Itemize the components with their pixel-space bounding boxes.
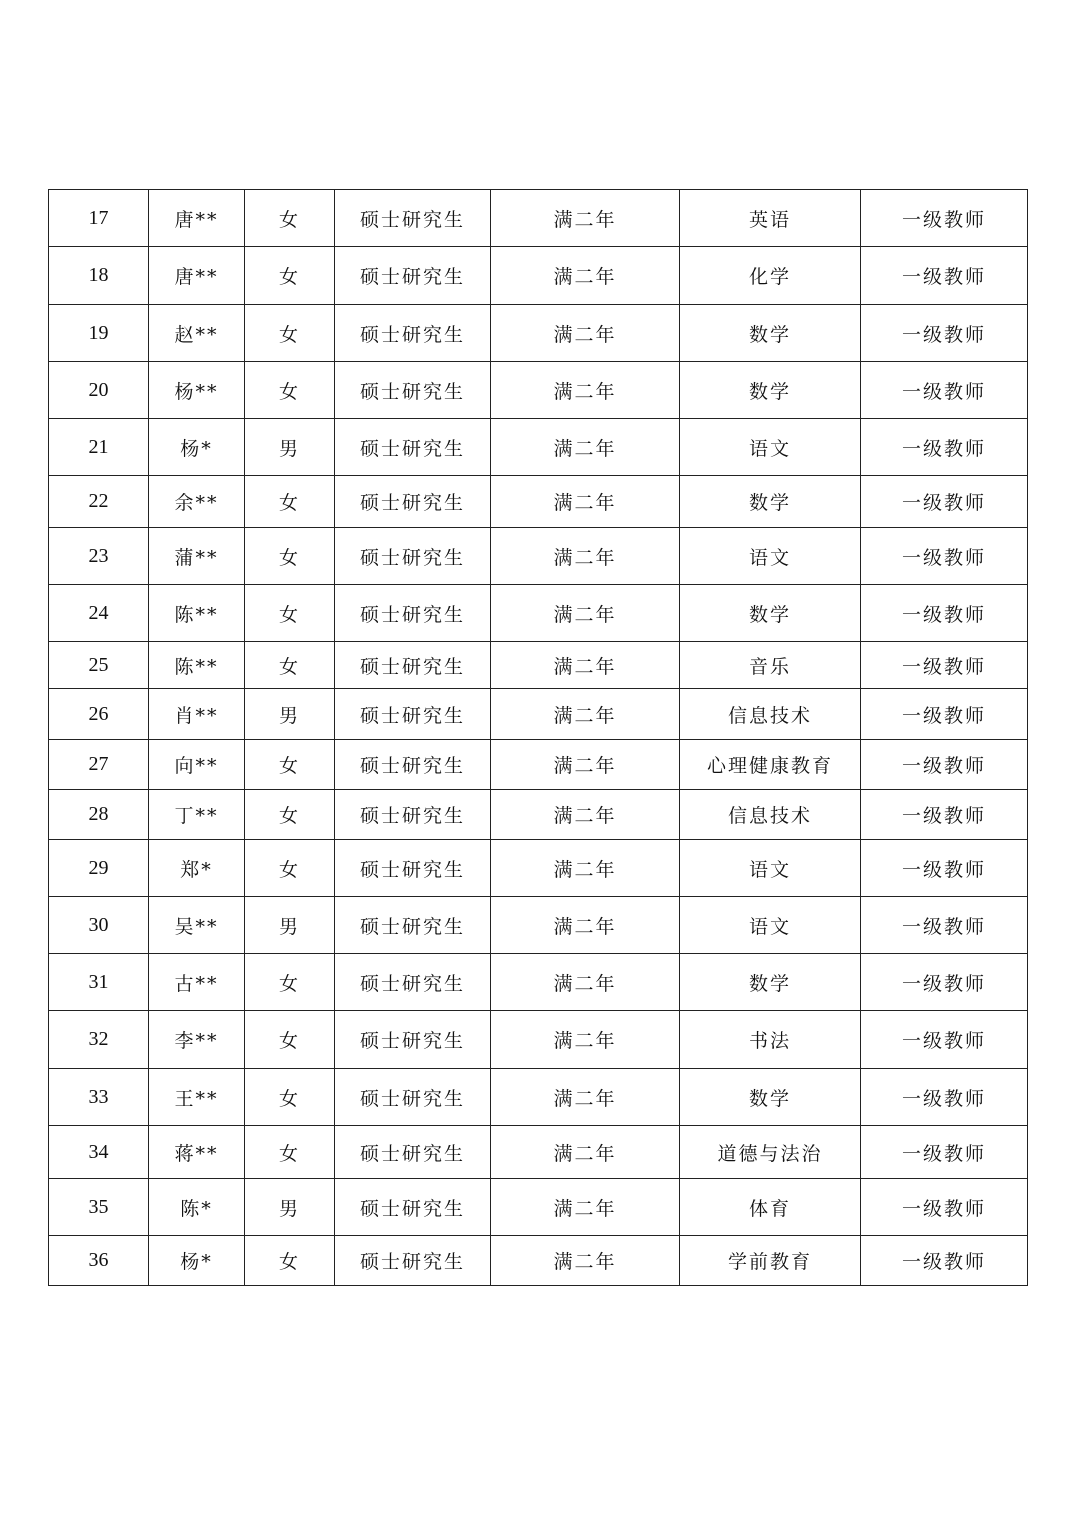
- cell-gender: 女: [245, 642, 335, 689]
- cell-name: 陈*: [149, 1179, 245, 1236]
- cell-title: 一级教师: [861, 305, 1028, 362]
- cell-title: 一级教师: [861, 1126, 1028, 1179]
- cell-gender: 女: [245, 1011, 335, 1069]
- cell-title: 一级教师: [861, 585, 1028, 642]
- cell-gender: 男: [245, 897, 335, 954]
- cell-service: 满二年: [491, 840, 680, 897]
- cell-education: 硕士研究生: [335, 897, 491, 954]
- cell-gender: 男: [245, 419, 335, 476]
- cell-education: 硕士研究生: [335, 1069, 491, 1126]
- cell-gender: 男: [245, 689, 335, 740]
- cell-title: 一级教师: [861, 476, 1028, 528]
- cell-number: 36: [49, 1236, 149, 1286]
- cell-title: 一级教师: [861, 1236, 1028, 1286]
- cell-gender: 女: [245, 247, 335, 305]
- table-row: [49, 740, 1028, 790]
- cell-service: 满二年: [491, 1069, 680, 1126]
- cell-name: 古**: [149, 954, 245, 1011]
- cell-number: 31: [49, 954, 149, 1011]
- cell-gender: 女: [245, 585, 335, 642]
- cell-subject: 信息技术: [680, 790, 861, 840]
- table-row: [49, 790, 1028, 840]
- cell-title: 一级教师: [861, 954, 1028, 1011]
- table-row: [49, 190, 1028, 247]
- cell-subject: 化学: [680, 247, 861, 305]
- cell-name: 李**: [149, 1011, 245, 1069]
- cell-subject: 数学: [680, 954, 861, 1011]
- cell-service: 满二年: [491, 362, 680, 419]
- cell-subject: 数学: [680, 1069, 861, 1126]
- cell-name: 余**: [149, 476, 245, 528]
- cell-name: 向**: [149, 740, 245, 790]
- cell-service: 满二年: [491, 897, 680, 954]
- table-row: [49, 305, 1028, 362]
- cell-gender: 女: [245, 476, 335, 528]
- cell-education: 硕士研究生: [335, 247, 491, 305]
- cell-name: 肖**: [149, 689, 245, 740]
- cell-service: 满二年: [491, 740, 680, 790]
- cell-service: 满二年: [491, 1236, 680, 1286]
- cell-name: 蒋**: [149, 1126, 245, 1179]
- cell-number: 25: [49, 642, 149, 689]
- cell-service: 满二年: [491, 1179, 680, 1236]
- cell-service: 满二年: [491, 305, 680, 362]
- cell-education: 硕士研究生: [335, 528, 491, 585]
- cell-gender: 女: [245, 362, 335, 419]
- cell-education: 硕士研究生: [335, 476, 491, 528]
- cell-education: 硕士研究生: [335, 740, 491, 790]
- table-row: [49, 476, 1028, 528]
- cell-name: 陈**: [149, 642, 245, 689]
- cell-service: 满二年: [491, 528, 680, 585]
- cell-name: 唐**: [149, 190, 245, 247]
- cell-number: 18: [49, 247, 149, 305]
- cell-service: 满二年: [491, 790, 680, 840]
- cell-number: 32: [49, 1011, 149, 1069]
- table-row: [49, 1126, 1028, 1179]
- cell-subject: 学前教育: [680, 1236, 861, 1286]
- cell-title: 一级教师: [861, 419, 1028, 476]
- cell-name: 王**: [149, 1069, 245, 1126]
- cell-subject: 数学: [680, 305, 861, 362]
- cell-education: 硕士研究生: [335, 1179, 491, 1236]
- cell-name: 杨*: [149, 419, 245, 476]
- cell-gender: 女: [245, 790, 335, 840]
- cell-subject: 语文: [680, 897, 861, 954]
- cell-subject: 语文: [680, 419, 861, 476]
- table-row: [49, 419, 1028, 476]
- cell-service: 满二年: [491, 1011, 680, 1069]
- table-body: [49, 190, 1028, 1286]
- cell-subject: 信息技术: [680, 689, 861, 740]
- cell-education: 硕士研究生: [335, 1126, 491, 1179]
- cell-service: 满二年: [491, 1126, 680, 1179]
- cell-number: 17: [49, 190, 149, 247]
- cell-education: 硕士研究生: [335, 642, 491, 689]
- cell-education: 硕士研究生: [335, 305, 491, 362]
- cell-gender: 女: [245, 954, 335, 1011]
- cell-subject: 语文: [680, 528, 861, 585]
- table-row: [49, 247, 1028, 305]
- cell-number: 24: [49, 585, 149, 642]
- cell-title: 一级教师: [861, 1179, 1028, 1236]
- cell-name: 唐**: [149, 247, 245, 305]
- cell-title: 一级教师: [861, 740, 1028, 790]
- cell-education: 硕士研究生: [335, 419, 491, 476]
- cell-title: 一级教师: [861, 790, 1028, 840]
- cell-gender: 女: [245, 305, 335, 362]
- cell-education: 硕士研究生: [335, 585, 491, 642]
- cell-subject: 书法: [680, 1011, 861, 1069]
- cell-number: 27: [49, 740, 149, 790]
- cell-title: 一级教师: [861, 897, 1028, 954]
- cell-subject: 体育: [680, 1179, 861, 1236]
- cell-education: 硕士研究生: [335, 1236, 491, 1286]
- cell-education: 硕士研究生: [335, 954, 491, 1011]
- cell-name: 赵**: [149, 305, 245, 362]
- cell-name: 吴**: [149, 897, 245, 954]
- cell-service: 满二年: [491, 247, 680, 305]
- cell-number: 35: [49, 1179, 149, 1236]
- cell-service: 满二年: [491, 190, 680, 247]
- cell-name: 丁**: [149, 790, 245, 840]
- cell-service: 满二年: [491, 419, 680, 476]
- cell-education: 硕士研究生: [335, 689, 491, 740]
- cell-subject: 心理健康教育: [680, 740, 861, 790]
- cell-gender: 女: [245, 840, 335, 897]
- cell-gender: 女: [245, 1236, 335, 1286]
- cell-gender: 男: [245, 1179, 335, 1236]
- cell-gender: 女: [245, 528, 335, 585]
- table-row: [49, 840, 1028, 897]
- table-row: [49, 689, 1028, 740]
- table-row: [49, 362, 1028, 419]
- cell-gender: 女: [245, 740, 335, 790]
- cell-subject: 数学: [680, 362, 861, 419]
- cell-number: 21: [49, 419, 149, 476]
- cell-name: 郑*: [149, 840, 245, 897]
- table-row: [49, 897, 1028, 954]
- cell-number: 20: [49, 362, 149, 419]
- cell-subject: 数学: [680, 476, 861, 528]
- cell-subject: 音乐: [680, 642, 861, 689]
- cell-education: 硕士研究生: [335, 362, 491, 419]
- cell-subject: 英语: [680, 190, 861, 247]
- cell-number: 26: [49, 689, 149, 740]
- cell-service: 满二年: [491, 642, 680, 689]
- cell-title: 一级教师: [861, 362, 1028, 419]
- cell-gender: 女: [245, 1126, 335, 1179]
- teacher-roster-table: [48, 189, 1028, 1286]
- cell-name: 蒲**: [149, 528, 245, 585]
- cell-education: 硕士研究生: [335, 790, 491, 840]
- cell-title: 一级教师: [861, 642, 1028, 689]
- cell-subject: 数学: [680, 585, 861, 642]
- cell-gender: 女: [245, 190, 335, 247]
- cell-number: 30: [49, 897, 149, 954]
- table-row: [49, 528, 1028, 585]
- cell-name: 杨*: [149, 1236, 245, 1286]
- cell-number: 33: [49, 1069, 149, 1126]
- table-row: [49, 585, 1028, 642]
- cell-title: 一级教师: [861, 840, 1028, 897]
- cell-title: 一级教师: [861, 190, 1028, 247]
- table-row: [49, 642, 1028, 689]
- cell-subject: 道德与法治: [680, 1126, 861, 1179]
- cell-service: 满二年: [491, 954, 680, 1011]
- cell-title: 一级教师: [861, 247, 1028, 305]
- cell-name: 杨**: [149, 362, 245, 419]
- cell-gender: 女: [245, 1069, 335, 1126]
- cell-education: 硕士研究生: [335, 1011, 491, 1069]
- cell-number: 23: [49, 528, 149, 585]
- cell-number: 29: [49, 840, 149, 897]
- cell-title: 一级教师: [861, 689, 1028, 740]
- table-row: [49, 1179, 1028, 1236]
- cell-number: 34: [49, 1126, 149, 1179]
- cell-number: 28: [49, 790, 149, 840]
- cell-number: 22: [49, 476, 149, 528]
- cell-title: 一级教师: [861, 1069, 1028, 1126]
- table-row: [49, 954, 1028, 1011]
- cell-name: 陈**: [149, 585, 245, 642]
- table-row: [49, 1011, 1028, 1069]
- cell-service: 满二年: [491, 476, 680, 528]
- cell-education: 硕士研究生: [335, 190, 491, 247]
- cell-number: 19: [49, 305, 149, 362]
- cell-title: 一级教师: [861, 1011, 1028, 1069]
- cell-service: 满二年: [491, 689, 680, 740]
- cell-service: 满二年: [491, 585, 680, 642]
- cell-title: 一级教师: [861, 528, 1028, 585]
- table-row: [49, 1069, 1028, 1126]
- cell-education: 硕士研究生: [335, 840, 491, 897]
- cell-subject: 语文: [680, 840, 861, 897]
- table-row: [49, 1236, 1028, 1286]
